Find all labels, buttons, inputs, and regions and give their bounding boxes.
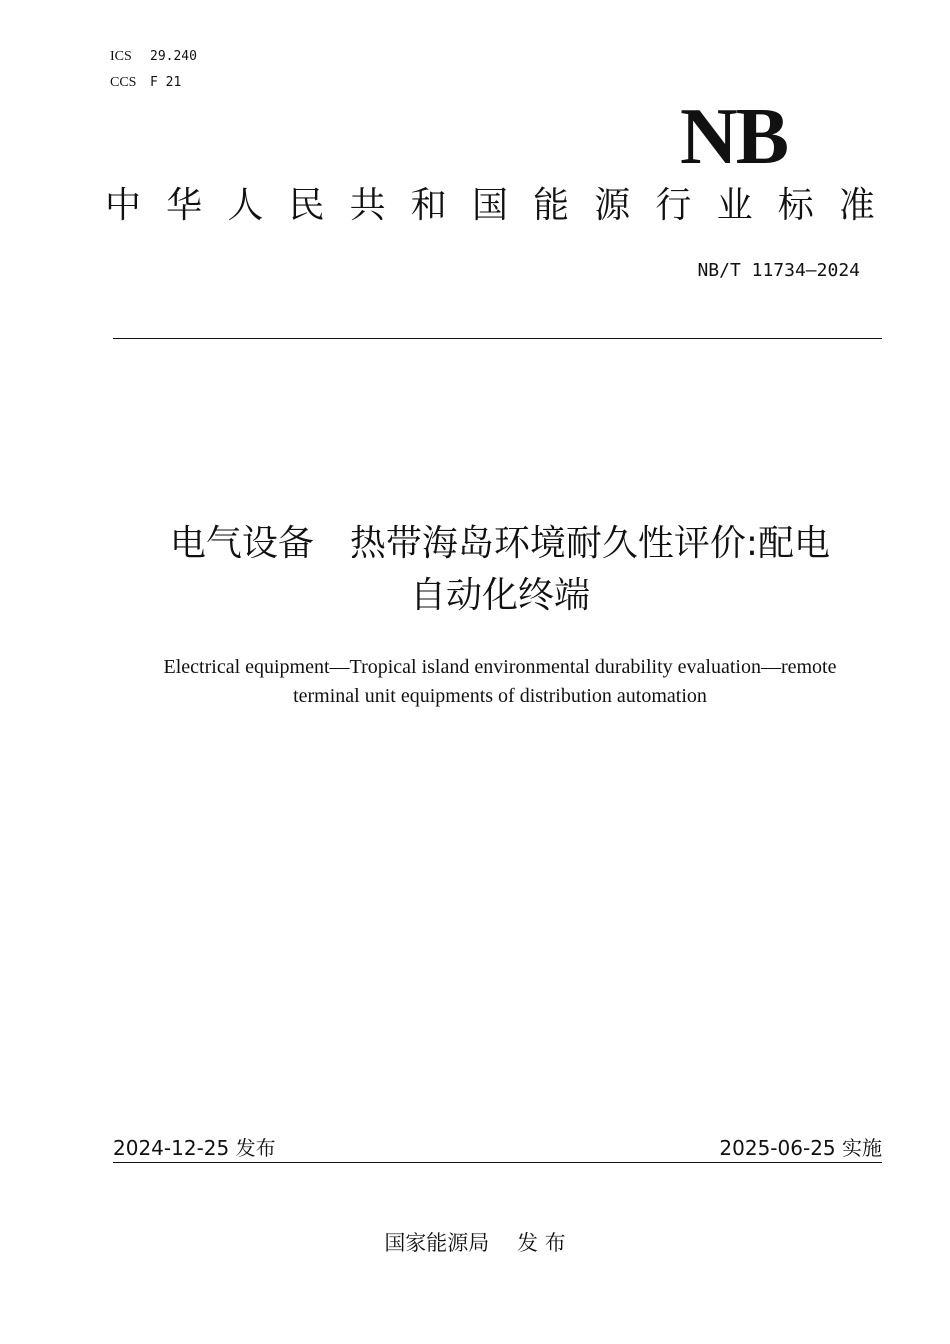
authority-char: 业	[716, 185, 753, 226]
authority-char: 能	[533, 185, 570, 226]
chinese-title	[60, 518, 940, 622]
bottom-divider	[113, 1162, 882, 1163]
authority-char: 人	[227, 185, 264, 226]
authority-char: 国	[471, 185, 508, 226]
chinese-title-line-1: 电气设备 热带海岛环境耐久性评价:配电	[169, 523, 831, 564]
english-title	[60, 653, 940, 711]
ccs-value: F 21	[150, 75, 182, 90]
issuing-authority-title	[105, 184, 875, 228]
authority-char: 共	[349, 185, 386, 226]
authority-char: 华	[166, 185, 203, 226]
ics-label: ICS	[110, 49, 132, 64]
english-title-line-2: terminal unit equipments of distribution automation	[293, 685, 707, 707]
classification-codes	[110, 44, 197, 96]
authority-char: 和	[410, 185, 447, 226]
top-divider	[113, 338, 882, 339]
authority-char: 准	[838, 185, 875, 226]
ics-row	[110, 44, 197, 70]
authority-char: 行	[655, 185, 692, 226]
authority-char: 中	[105, 185, 142, 226]
ics-value: 29.240	[150, 49, 197, 64]
publisher: 国家能源局 发 布	[384, 1231, 566, 1255]
chinese-title-line-2: 自动化终端	[409, 575, 590, 616]
english-title-line-1: Electrical equipment—Tropical island environmental durability evaluation—remote	[163, 656, 837, 678]
standard-number: NB/T 11734—2024	[697, 260, 860, 281]
nb-logo: NB	[680, 93, 788, 181]
issue-date: 2024-12-25 发布	[113, 1136, 276, 1160]
authority-char: 源	[594, 185, 631, 226]
authority-char: 民	[288, 185, 325, 226]
authority-char: 标	[777, 185, 814, 226]
implementation-date: 2025-06-25 实施	[719, 1136, 882, 1160]
ccs-label: CCS	[110, 75, 137, 90]
ccs-row	[110, 70, 197, 96]
